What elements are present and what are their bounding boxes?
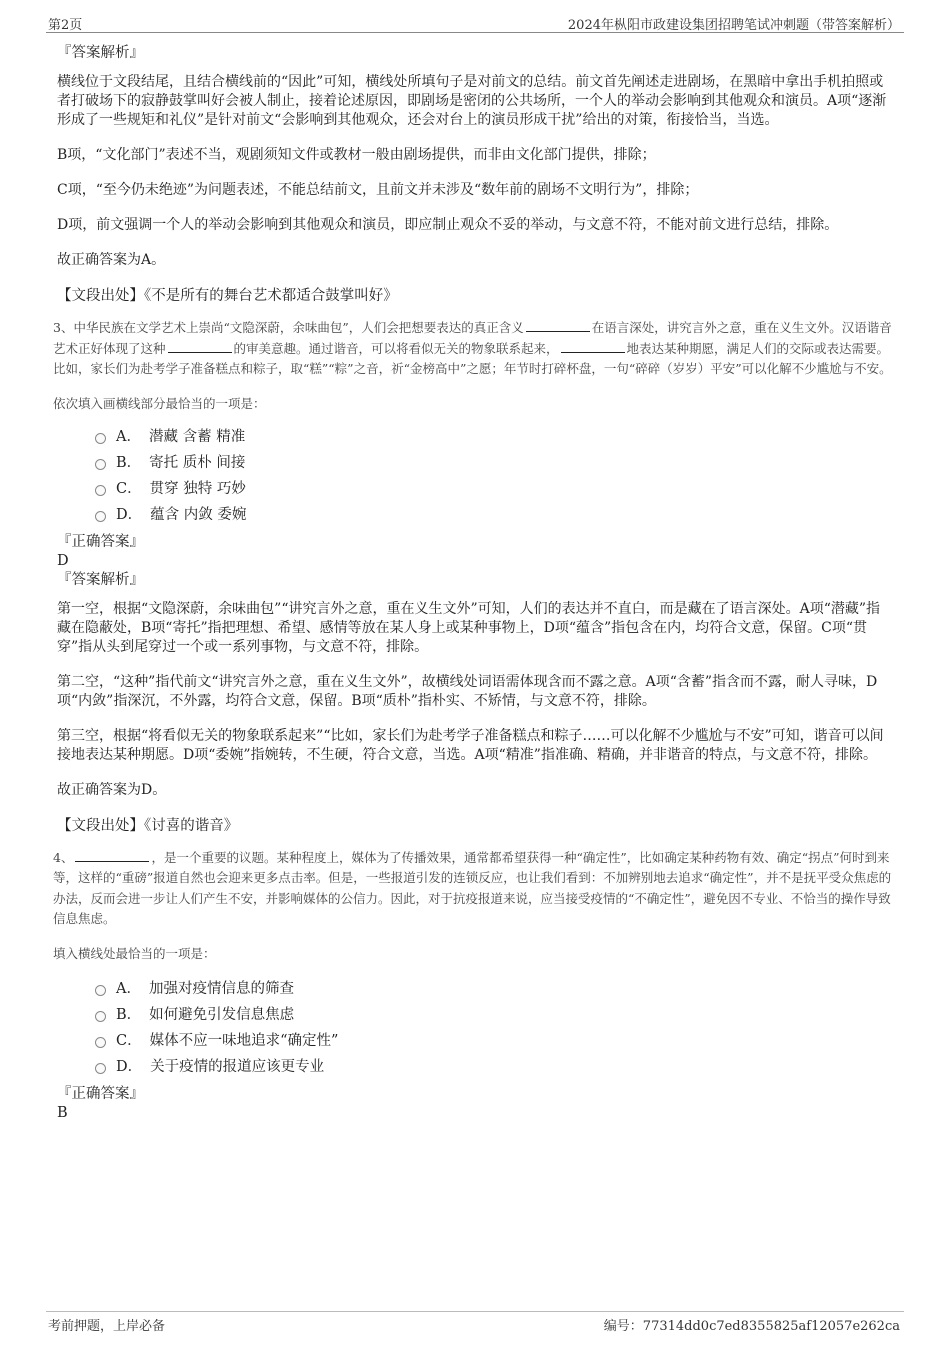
q4-prompt: 填入横线处最恰当的一项是： [53,945,216,961]
radio-icon[interactable] [95,1037,106,1048]
radio-icon[interactable] [95,433,106,444]
radio-icon[interactable] [95,1063,106,1074]
q3-text-part: 的审美意趣。通过谐音，可以将看似无关的物象联系起来， [233,340,559,356]
q4-option-d[interactable] [95,1054,893,1080]
q3-analysis-paragraph: 第一空，根据“文隐深蔚，余味曲包”“讲究言外之意，重在义生文外”可知，人们的表达并不直白，而是藏在了语言深处。A项“潜藏”指藏在隐蔽处，B项“寄托”指把理想、希望、感情等放在某人身上或某种事物上，D项“蕴含”指包含在内，均符合文意，保留。C项“贯穿”指从头到尾穿过一个或一系列事物，与文意不符，排除。 [57,600,881,655]
q3-blank-2 [168,340,232,353]
option-text: 贯穿 独特 巧妙 [149,480,246,497]
q3-analysis-paragraph: 第二空，“这种”指代前文“讲究言外之意，重在义生文外”，故横线处词语需体现含而不露之意。A项“含蓄”指含而不露，耐人寻味，D项“内敛”指深沉，不外露，均符合文意，保留。B项“质朴”指朴实、不矫情，与文意不符，排除。 [57,673,878,709]
q3-answer-label: 『正确答案』 [57,533,144,550]
q3-section [53,318,893,836]
footer-slogan: 考前押题，上岸必备 [48,1319,166,1334]
q3-text-part: 3、中华民族在文学艺术上崇尚“文隐深蔚，余味曲包”，人们会把想要表达的真正含义 [53,320,524,335]
option-text: 关于疫情的报道应该更专业 [150,1058,325,1075]
q4-option-c[interactable] [95,1028,893,1054]
q4-number: 4、 [53,849,74,865]
q3-conclusion: 故正确答案为D。 [57,781,167,798]
q3-answer: D [57,552,69,569]
option-key: D． [116,506,143,523]
q4-option-b[interactable] [95,1002,893,1028]
option-text: 潜藏 含蓄 精准 [148,428,246,445]
q4-text: ，是一个重要的议题。某种程度上，媒体为了传播效果，通常都希望获得一种“确定性”，比如确定某种药物有效、确定“拐点”何时到来等，这样的“重磅”报道自然也会迎来更多点击率。但是，一些报道引发的连锁反应，也让我们看到：不加辨别地去追求“确定性”，并不是抚平受众焦虑的办法，反而会进一步让人们产生不安，并影响媒体的公信力。因此，对于抗疫报道来说，应当接受疫情的“不确定性”，避免因不专业、不恰当的操作导致信息焦虑。 [53,849,892,926]
option-text: 寄托 质朴 间接 [149,454,246,471]
q2-analysis-paragraph: 横线位于文段结尾，且结合横线前的“因此”可知，横线处所填句子是对前文的总结。前文首先阐述走进剧场，在黑暗中拿出手机拍照或者打破场下的寂静鼓掌叫好会被人制止，接着论述原因，即剧场是密闭的公共场所，一个人的举动会影响到其他观众和演员。A项“逐渐形成了一些规矩和礼仪”是针对前文“会影响到其他观众，还会对台上的演员形成干扰”给出的对策，衔接恰当，当选。 [57,74,887,128]
radio-icon[interactable] [95,511,106,522]
q3-analysis-label: 『答案解析』 [57,571,144,588]
q3-option-a[interactable] [95,424,893,450]
option-key: B． [116,1006,142,1023]
radio-icon[interactable] [95,985,106,996]
q4-options [95,976,893,1080]
option-text: 蕴含 内敛 委婉 [150,506,247,523]
q2-analysis-paragraph: D项，前文强调一个人的举动会影响到其他观众和演员，即应制止观众不妥的举动，与文意不符，不能对前文进行总结，排除。 [57,217,839,233]
q4-section [53,848,893,1122]
q4-option-a[interactable] [95,976,893,1002]
q4-answer-label: 『正确答案』 [57,1085,144,1102]
q3-text-part: 在语言深处，讲究言外之意，重在义生文外。汉语谐音艺术正好体现了这种 [53,320,892,356]
radio-icon[interactable] [95,485,106,496]
q3-blank-3 [561,340,625,353]
q3-option-b[interactable] [95,450,893,476]
q3-source: 【文段出处】《讨喜的谐音》 [57,817,239,834]
q3-text-part: 地表达某种期愿，满足人们的交际或表达需要。比如，家长们为赴考学子准备糕点和粽子，取“糕”“粽”之音，祈“金榜高中”之愿；年节时打碎杯盘，一句“碎碎（岁岁）平安”可以化解不少尴尬与不安。 [53,340,892,376]
q3-option-d[interactable] [95,502,893,528]
page-content [53,43,893,1122]
option-text: 加强对疫情信息的筛查 [148,980,294,997]
q2-conclusion: 故正确答案为A。 [57,252,166,268]
q3-prompt: 依次填入画横线部分最恰当的一项是： [53,395,266,411]
option-key: D． [116,1058,143,1075]
q4-blank [75,849,149,862]
page-header [46,10,904,33]
q2-analysis-paragraph: C项，“至今仍未绝迹”为问题表述，不能总结前文，且前文并未涉及“数年前的剧场不文明行为”，排除； [57,182,699,198]
q2-source: 【文段出处】《不是所有的舞台艺术都适合鼓掌叫好》 [57,288,398,304]
radio-icon[interactable] [95,459,106,470]
option-text: 如何避免引发信息焦虑 [149,1006,295,1023]
footer-code: 编号：77314dd0c7ed8355825af12057e262ca [603,1319,900,1334]
option-key: A． [116,428,141,445]
q4-question-text [53,848,893,930]
q3-question-text [53,318,893,380]
option-key: B． [116,454,142,471]
q2-analysis-section [57,43,893,306]
q3-blank-1 [526,319,590,332]
radio-icon[interactable] [95,1011,106,1022]
q2-analysis-paragraph: B项，“文化部门”表述不当，观剧须知文件或教材一般由剧场提供，而非由文化部门提供，排除； [57,147,656,163]
document-title: 2024年枞阳市政建设集团招聘笔试冲刺题（带答案解析） [567,18,900,33]
page-footer [46,1311,904,1336]
option-key: C． [116,480,142,497]
q3-analysis-paragraph: 第三空，根据“将看似无关的物象联系起来”“比如，家长们为赴考学子准备糕点和粽子……可以化解不少尴尬与不安”可知，谐音可以间接地表达某种期愿。D项“委婉”指婉转，不生硬，符合文意，当选。A项“精准”指准确、精确，并非谐音的特点，与文意不符，排除。 [57,727,884,763]
q3-options [95,424,893,528]
option-key: C． [116,1032,142,1049]
option-text: 媒体不应一味地追求“确定性” [149,1032,339,1049]
q2-analysis-label: 『答案解析』 [57,45,144,61]
q4-answer: B [57,1104,68,1121]
option-key: A． [116,980,141,997]
q3-option-c[interactable] [95,476,893,502]
page-number: 第2页 [48,18,83,33]
